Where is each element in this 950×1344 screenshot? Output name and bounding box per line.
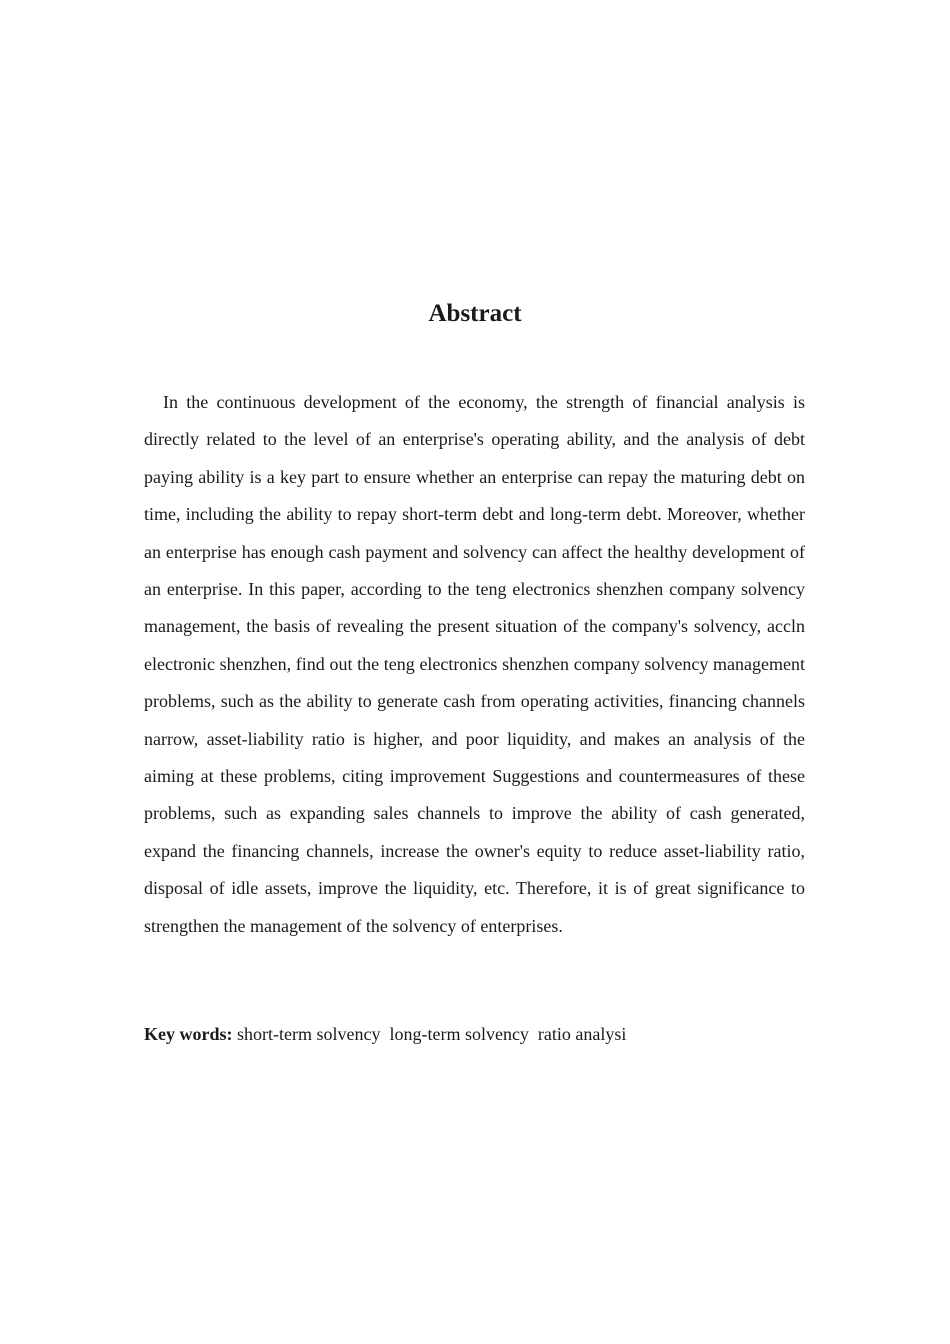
abstract-body: In the continuous development of the economy, the strength of financial analysis is directly related to the level of an enterprise's operating ability, and the analysis of debt paying ability is a key part to ensure whether an enterprise can repay the maturing debt on time, including the ability to repay short-term debt and long-term debt. Moreover, whether an enterprise has enough cash payment and solvency can affect the healthy development of an enterprise. In this paper, according to the teng electronics shenzhen company solvency management, the basis of revealing the present situation of the company's solvency, accln electronic shenzhen, find out the teng electronics shenzhen company solvency management problems, such as the ability to generate cash from operating activities, financing channels narrow, asset-liability ratio is higher, and poor liquidity, and makes an analysis of the aiming at these problems, citing improvement Suggestions and countermeasures of these problems, such as expanding sales channels to improve the ability of cash generated, expand the financing channels, increase the owner's equity to reduce asset-liability ratio, disposal of idle assets, improve the liquidity, etc. Therefore, it is of great significance to strengthen the management of the solvency of enterprises. [144, 392, 805, 936]
keywords-label: Key words: [144, 1024, 233, 1044]
abstract-title: Abstract [428, 300, 522, 327]
keywords-line [144, 1019, 805, 1049]
keywords-list: short-term solvency long-term solvency ratio analysi [232, 1024, 627, 1044]
